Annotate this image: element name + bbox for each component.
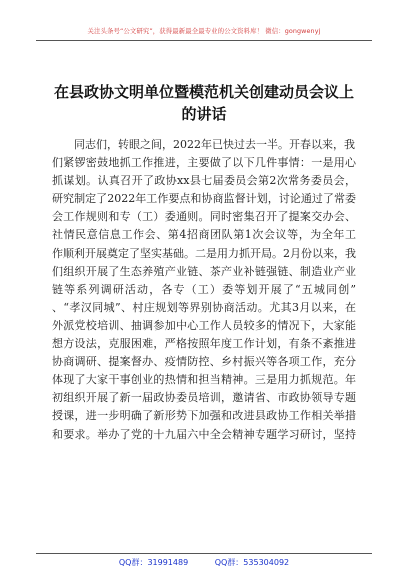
body-line: 、“孝汉同城”、村庄规划等界别协商活动。尤其3月以来，在	[52, 300, 356, 314]
document-title	[48, 81, 360, 125]
body-line: 们组织开展了生态养殖产业链、茶产业补链强链、制造业产业	[52, 264, 356, 278]
body-line: 研究制定了2022年工作要点和协商监督计划，讨论通过了常委	[52, 192, 356, 206]
document-body	[52, 136, 356, 444]
header-divider	[36, 40, 372, 41]
body-line: 同志们，转眼之间，2022年已快过去一半。开春以来，我	[52, 138, 355, 151]
footer-divider	[36, 553, 372, 554]
body-line: 会工作规则和专（工）委通则。同时密集召开了提案交办会、	[52, 210, 356, 224]
body-line: 作顺利开展奠定了坚实基础。二是用力抓开局。2月份以来，我	[52, 246, 356, 260]
body-line: 协商调研、提案督办、疫情防控、乡村振兴等各项工作，充分	[52, 355, 356, 369]
body-line: 和要求。举办了党的十九届六中全会精神专题学习研讨，坚持	[52, 427, 356, 441]
body-line: 外派党校培训、抽调参加中心工作人员较多的情况下，大家能	[52, 318, 356, 332]
body-line: 体现了大家干事创业的热情和担当精神。三是用力抓规范。年	[52, 373, 356, 387]
body-line: 们紧锣密鼓地抓工作推进，主要做了以下几件事情：一是用心	[52, 156, 356, 170]
body-line: 链等系列调研活动，各专（工）委等划开展了“五城同创”	[52, 282, 356, 296]
title-line-1: 在县政协文明单位暨模范机关创建动员会议上	[53, 83, 354, 101]
body-line: 抓谋划。认真召开了政协xx县七届委员会第2次常务委员会，	[52, 174, 356, 188]
body-line: 初组织开展了新一届政协委员培训，邀请省、市政协领导专题	[52, 391, 356, 405]
body-line: 授课，进一步明确了新形势下加强和改进县政协工作相关举措	[52, 409, 356, 423]
title-line-2: 的讲话	[181, 105, 227, 123]
header-banner: 关注头条号“公文研究”，获得最新最全最专业的公文资料库！ 微信：gongwenyj	[87, 27, 321, 35]
footer	[36, 557, 372, 568]
body-line: 想方设法，克服困难，严格按照年度工作计划，有条不紊推进	[52, 337, 356, 351]
body-line: 社情民意信息工作会、第4招商团队第1次会议等，为全年工	[52, 228, 356, 242]
footer-qq-group-2: QQ群：535304092	[214, 558, 290, 567]
footer-qq-group-1: QQ群：31991489	[118, 558, 189, 567]
